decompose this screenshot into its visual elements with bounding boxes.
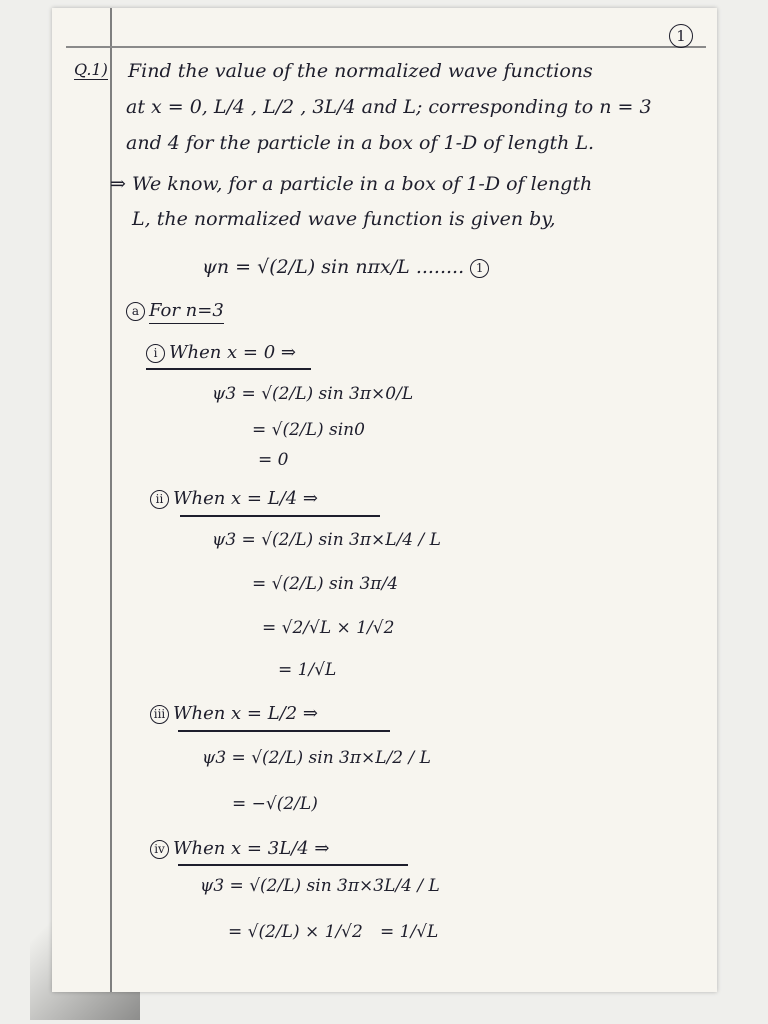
case-i-step-2: = √(2/L) sin0 xyxy=(252,420,365,440)
question-line-1: Find the value of the normalized wave functions xyxy=(128,60,593,82)
case-iii-step-1: ψ3 = √(2/L) sin 3π×L/2 / L xyxy=(202,748,431,768)
case-i-heading xyxy=(146,342,296,363)
case-i-step-3: = 0 xyxy=(258,450,289,470)
case-iv-marker: iv xyxy=(150,840,169,859)
case-ii-text: When x = L/4 ⇒ xyxy=(173,488,319,509)
page-number: 1 xyxy=(669,24,693,48)
case-iii-step-2: = −√(2/L) xyxy=(232,794,318,814)
margin-line xyxy=(110,8,112,992)
case-iv-step-1: ψ3 = √(2/L) sin 3π×3L/4 / L xyxy=(200,876,440,896)
part-a-heading xyxy=(126,300,224,321)
answer-line-2: L, the normalized wave function is given by, xyxy=(132,208,556,230)
main-equation-text: ψn = √(2/L) sin nπx/L ........ xyxy=(202,256,465,278)
case-ii-marker: ii xyxy=(150,490,169,509)
main-equation xyxy=(202,256,493,278)
case-ii-step-4: = 1/√L xyxy=(278,660,337,680)
part-a-marker: a xyxy=(126,302,145,321)
case-iv-step-3: = 1/√L xyxy=(380,922,439,942)
case-i-text: When x = 0 ⇒ xyxy=(169,342,296,363)
case-iii-underline xyxy=(178,730,390,732)
case-iii-heading xyxy=(150,703,318,724)
case-i-step-1: ψ3 = √(2/L) sin 3π×0/L xyxy=(212,384,414,404)
case-ii-step-3: = √2/√L × 1/√2 xyxy=(262,618,395,638)
case-ii-heading xyxy=(150,488,318,509)
case-iii-text: When x = L/2 ⇒ xyxy=(173,703,319,724)
case-i-underline xyxy=(146,368,311,370)
case-i-marker: i xyxy=(146,344,165,363)
answer-line-1: ⇒ We know, for a particle in a box of 1-D of length xyxy=(110,173,593,195)
case-ii-step-1: ψ3 = √(2/L) sin 3π×L/4 / L xyxy=(212,530,441,550)
part-a-label: For n=3 xyxy=(149,300,224,324)
case-iv-heading xyxy=(150,838,329,859)
question-line-2: at x = 0, L/4 , L/2 , 3L/4 and L; corresponding to n = 3 xyxy=(126,96,652,118)
notebook-page xyxy=(52,8,717,992)
top-rule xyxy=(66,46,706,48)
case-ii-underline xyxy=(180,515,380,517)
case-iv-text: When x = 3L/4 ⇒ xyxy=(173,838,330,859)
case-ii-step-2: = √(2/L) sin 3π/4 xyxy=(252,574,399,594)
equation-tag: 1 xyxy=(470,259,489,278)
case-iv-underline xyxy=(178,864,408,866)
case-iv-step-2: = √(2/L) × 1/√2 xyxy=(228,922,363,942)
question-label: Q.1) xyxy=(74,60,108,79)
case-iii-marker: iii xyxy=(150,705,169,724)
question-line-3: and 4 for the particle in a box of 1-D of length L. xyxy=(126,132,595,154)
